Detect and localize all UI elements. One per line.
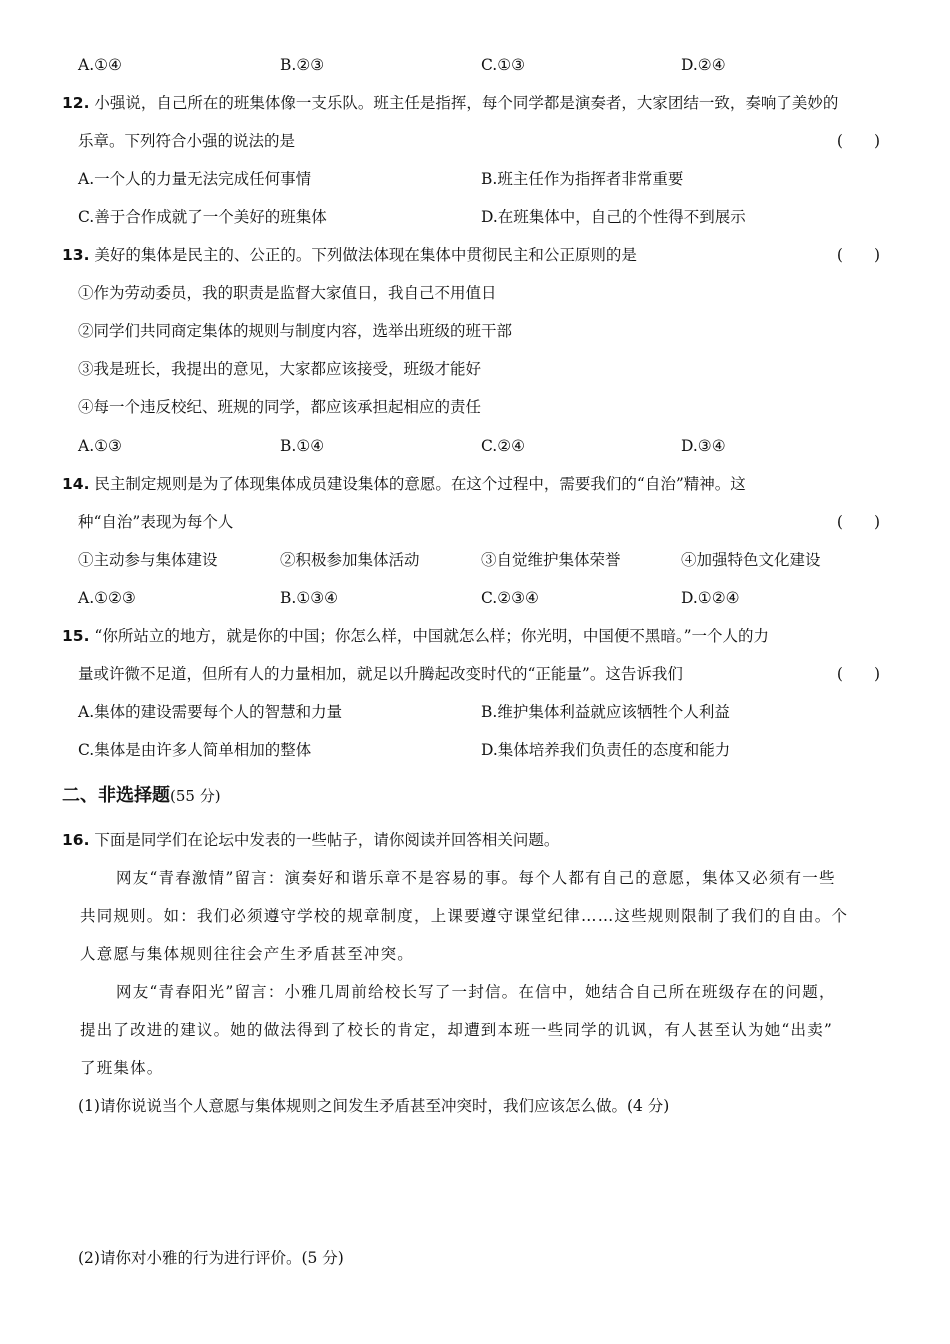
q14-item-3: ③自觉维护集体荣誉 — [481, 551, 621, 569]
q13-stem-text: 美好的集体是民主的、公正的。下列做法体现在集体中贯彻民主和公正原则的是 — [94, 246, 637, 264]
q14-answer-bracket: ( ) — [836, 513, 880, 531]
q12-number: 12. — [62, 94, 90, 112]
q16-passage1-line1: 网友“青春激情”留言：演奏好和谐乐章不是容易的事。每个人都有自己的意愿，集体又必须有一些 — [116, 869, 836, 887]
q15-number: 15. — [62, 627, 90, 645]
q16-passage2-line1: 网友“青春阳光”留言：小雅几周前给校长写了一封信。在信中，她结合自己所在班级存在的问题， — [116, 983, 836, 1001]
q14-stem-line1 — [62, 474, 746, 494]
q13-item-2: ②同学们共同商定集体的规则与制度内容，选举出班级的班干部 — [78, 322, 513, 340]
q13-item-1: ①作为劳动委员，我的职责是监督大家值日，我自己不用值日 — [78, 284, 497, 302]
q16-subquestion-1: (1)请你说说当个人意愿与集体规则之间发生矛盾甚至冲突时，我们应该怎么做。(4 分) — [78, 1097, 670, 1115]
q13-option-b: B.①④ — [280, 437, 325, 455]
q13-option-a: A.①③ — [78, 437, 122, 455]
q13-item-4: ④每一个违反校纪、班规的同学，都应该承担起相应的责任 — [78, 398, 482, 416]
q15-answer-bracket: ( ) — [836, 665, 880, 683]
q16-passage1-line3: 人意愿与集体规则往往会产生矛盾甚至冲突。 — [80, 945, 415, 963]
q14-stem-text: 民主制定规则是为了体现集体成员建设集体的意愿。在这个过程中，需要我们的“自治”精神。这 — [94, 475, 746, 493]
q12-stem-text: 小强说，自己所在的班集体像一支乐队。班主任是指挥，每个同学都是演奏者，大家团结一致，奏响了美妙的 — [94, 94, 839, 112]
q14-stem-line2: 种“自治”表现为每个人 — [78, 513, 234, 531]
q16-passage2-line2: 提出了改进的建议。她的做法得到了校长的肯定，却遭到本班一些同学的讥讽，有人甚至认为她“出卖” — [80, 1021, 834, 1039]
q15-option-c: C.集体是由许多人简单相加的整体 — [78, 741, 312, 759]
section-title: 二、非选择题 — [62, 785, 170, 806]
q12-option-a: A.一个人的力量无法完成任何事情 — [78, 170, 312, 188]
q14-option-b: B.①③④ — [280, 589, 339, 607]
q13-item-3: ③我是班长，我提出的意见，大家都应该接受，班级才能好 — [78, 360, 482, 378]
q13-number: 13. — [62, 246, 90, 264]
q11-option-d: D.②④ — [681, 56, 726, 74]
q11-option-a: A.①④ — [78, 56, 122, 74]
q15-option-d: D.集体培养我们负责任的态度和能力 — [481, 741, 731, 759]
q13-stem — [62, 245, 637, 265]
q14-option-d: D.①②④ — [681, 589, 740, 607]
q16-passage2-line3: 了班集体。 — [80, 1059, 164, 1077]
q11-option-b: B.②③ — [280, 56, 325, 74]
q12-stem-line2: 乐章。下列符合小强的说法的是 — [78, 132, 296, 150]
q14-item-2: ②积极参加集体活动 — [280, 551, 420, 569]
q11-option-c: C.①③ — [481, 56, 526, 74]
q16-stem — [62, 830, 559, 850]
section-heading — [62, 784, 221, 808]
q14-item-1: ①主动参与集体建设 — [78, 551, 218, 569]
q15-stem-line2: 量或许微不足道，但所有人的力量相加，就足以升腾起改变时代的“正能量”。这告诉我们 — [78, 665, 683, 683]
q12-stem-line1 — [62, 93, 838, 113]
q12-option-c: C.善于合作成就了一个美好的班集体 — [78, 208, 327, 226]
q14-option-a: A.①②③ — [78, 589, 136, 607]
q13-answer-bracket: ( ) — [836, 246, 880, 264]
q12-option-d: D.在班集体中，自己的个性得不到展示 — [481, 208, 746, 226]
section-points: (55 分) — [170, 787, 221, 805]
q12-answer-bracket: ( ) — [836, 132, 880, 150]
q15-option-b: B.维护集体利益就应该牺牲个人利益 — [481, 703, 730, 721]
q15-stem-line1 — [62, 626, 769, 646]
q12-option-b: B.班主任作为指挥者非常重要 — [481, 170, 684, 188]
q14-item-4: ④加强特色文化建设 — [681, 551, 821, 569]
q16-stem-text: 下面是同学们在论坛中发表的一些帖子，请你阅读并回答相关问题。 — [94, 831, 560, 849]
q15-stem-text: “你所站立的地方，就是你的中国；你怎么样，中国就怎么样；你光明，中国便不黑暗。”一个人的力 — [94, 627, 770, 645]
q13-option-d: D.③④ — [681, 437, 726, 455]
q16-subquestion-2: (2)请你对小雅的行为进行评价。(5 分) — [78, 1249, 344, 1267]
q14-option-c: C.②③④ — [481, 589, 539, 607]
q15-option-a: A.集体的建设需要每个人的智慧和力量 — [78, 703, 343, 721]
q16-passage1-line2: 共同规则。如：我们必须遵守学校的规章制度，上课要遵守课堂纪律……这些规则限制了我们的自由。个 — [80, 907, 849, 925]
q16-number: 16. — [62, 831, 90, 849]
q13-option-c: C.②④ — [481, 437, 526, 455]
q14-number: 14. — [62, 475, 90, 493]
